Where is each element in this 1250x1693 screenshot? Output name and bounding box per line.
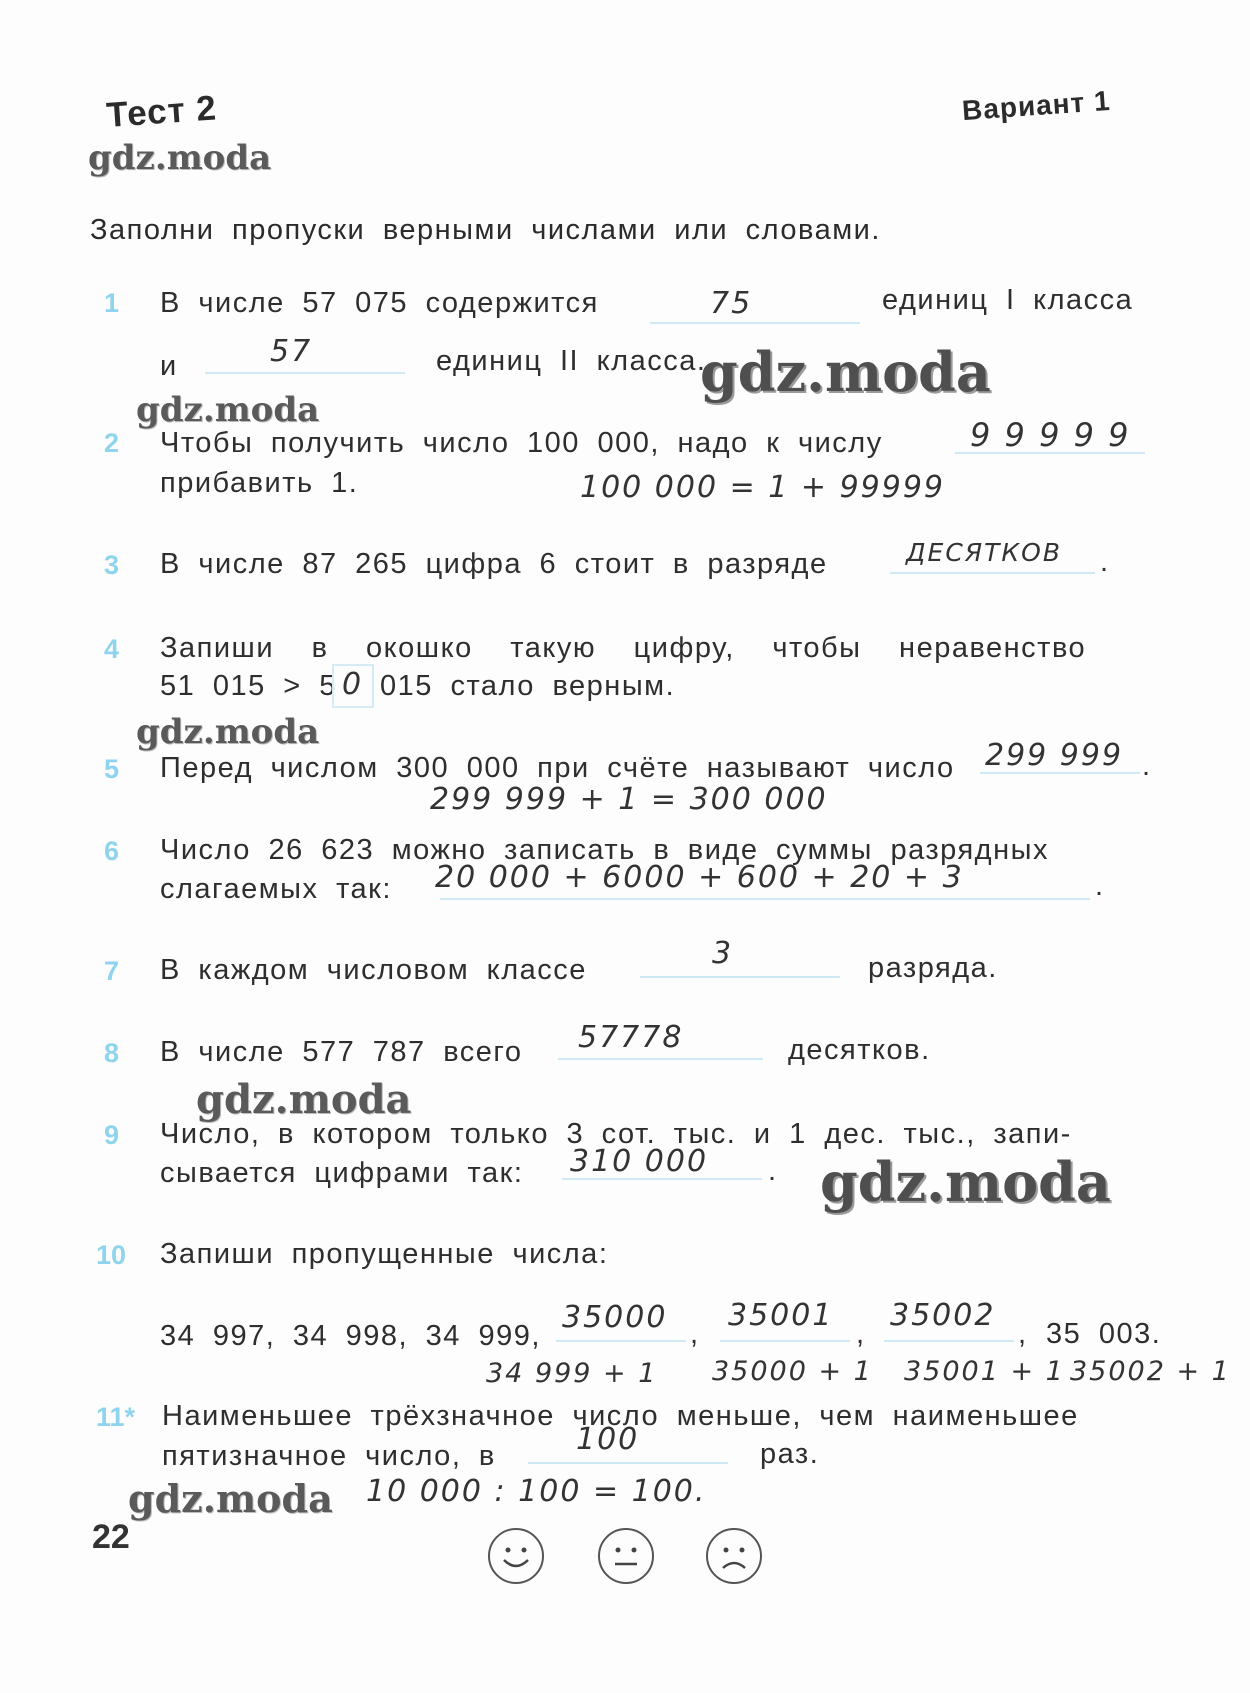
smile-face-icon	[490, 1530, 542, 1582]
task-text: 34 997, 34 998, 34 999,	[160, 1320, 541, 1352]
page-number: 22	[92, 1518, 130, 1556]
task-text: .	[1095, 870, 1105, 902]
neutral-face-icon	[600, 1530, 652, 1582]
task-number: 10	[96, 1240, 127, 1270]
handwritten-note: 34 999 + 1	[486, 1358, 658, 1389]
separator: ,	[690, 1318, 700, 1350]
answer-blank[interactable]	[720, 1340, 850, 1342]
watermark: gdz.moda	[700, 340, 991, 404]
handwritten-answer: 35000	[562, 1300, 668, 1335]
separator: ,	[856, 1318, 866, 1350]
task-text: 015 стало верным.	[380, 670, 676, 702]
task-text: и	[160, 350, 178, 382]
answer-blank[interactable]	[205, 372, 405, 374]
answer-blank[interactable]	[650, 322, 860, 324]
task-text: пятизначное число, в	[162, 1440, 496, 1472]
handwritten-answer: 299 999	[985, 738, 1124, 773]
task-text: .	[768, 1155, 778, 1187]
task-text: Запиши пропущенные числа:	[160, 1238, 609, 1270]
task-number: 8	[104, 1038, 120, 1068]
answer-blank[interactable]	[558, 1058, 763, 1060]
watermark: gdz.moda	[136, 712, 320, 752]
task-text: сывается цифрами так:	[160, 1157, 524, 1189]
smile-face-icon[interactable]	[488, 1528, 544, 1584]
watermark: gdz.moda	[128, 1476, 333, 1521]
page-title: Тест 2	[105, 88, 219, 136]
handwritten-answer: 35001	[728, 1298, 834, 1333]
handwritten-answer: 57	[270, 334, 313, 369]
task-text: слагаемых так:	[160, 873, 392, 905]
handwritten-note: 10 000 : 100 = 100.	[366, 1474, 707, 1509]
task-number: 7	[104, 956, 120, 986]
answer-blank[interactable]	[884, 1340, 1014, 1342]
task-text: разряда.	[868, 952, 998, 984]
task-text: Запиши в окошко такую цифру, чтобы неравенство	[160, 632, 1087, 664]
task-text: 35 003.	[1046, 1318, 1162, 1350]
answer-blank[interactable]	[640, 976, 840, 978]
answer-blank[interactable]	[528, 1462, 728, 1464]
task-text: В числе 87 265 цифра 6 стоит в разряде	[160, 548, 828, 580]
watermark: gdz.moda	[196, 1076, 412, 1123]
answer-blank[interactable]	[556, 1340, 686, 1342]
task-number: 11*	[96, 1402, 136, 1432]
separator: ,	[1018, 1318, 1028, 1350]
answer-blank[interactable]	[440, 898, 1090, 900]
task-number: 4	[104, 634, 120, 664]
instruction-text: Заполни пропуски верными числами или словами.	[90, 214, 881, 246]
task-text: Число 26 623 можно записать в виде суммы разрядных	[160, 834, 1049, 866]
task-text: десятков.	[788, 1034, 931, 1066]
task-text: раз.	[760, 1438, 820, 1470]
handwritten-answer: 35002	[890, 1298, 996, 1333]
task-text: Наименьшее трёхзначное число меньше, чем наименьшее	[162, 1400, 1079, 1432]
handwritten-note: 299 999 + 1 = 300 000	[430, 782, 828, 817]
handwritten-answer: 57778	[578, 1020, 684, 1055]
handwritten-note: 100 000 = 1 + 99999	[580, 470, 945, 505]
watermark: gdz.moda	[88, 138, 272, 178]
handwritten-answer: ДЕСЯТКОВ	[906, 538, 1063, 567]
handwritten-answer: 9 9 9 9 9	[970, 416, 1131, 454]
task-number: 6	[104, 836, 120, 866]
task-text: Перед числом 300 000 при счёте называют число	[160, 752, 955, 784]
task-text: В числе 577 787 всего	[160, 1036, 523, 1068]
task-text: Число, в котором только 3 сот. тыс. и 1 дес. тыс., запи-	[160, 1118, 1072, 1150]
task-number: 5	[104, 754, 120, 784]
task-number: 9	[104, 1120, 120, 1150]
neutral-face-icon[interactable]	[598, 1528, 654, 1584]
sad-face-icon[interactable]	[706, 1528, 762, 1584]
task-number: 2	[104, 428, 120, 458]
task-text: Чтобы получить число 100 000, надо к числу	[160, 427, 883, 459]
handwritten-answer: 310 000	[570, 1144, 709, 1179]
handwritten-answer: 3	[712, 936, 734, 971]
task-number: 1	[104, 288, 120, 318]
task-text: .	[1142, 750, 1152, 782]
handwritten-answer: 75	[710, 286, 753, 321]
task-text: прибавить 1.	[160, 467, 359, 499]
handwritten-note: 35000 + 1	[712, 1356, 873, 1387]
task-number: 3	[104, 550, 120, 580]
handwritten-answer: 0	[342, 667, 364, 702]
task-text: 51 015 > 5	[160, 670, 337, 702]
variant-label: Вариант 1	[961, 84, 1112, 127]
handwritten-note: 35002 + 1	[1070, 1356, 1231, 1387]
handwritten-answer: 20 000 + 6000 + 600 + 20 + 3	[435, 860, 964, 895]
watermark: gdz.moda	[820, 1150, 1111, 1214]
task-text: единиц I класса	[882, 284, 1134, 316]
answer-blank[interactable]	[890, 572, 1095, 574]
task-text: единиц II класса.	[436, 345, 707, 377]
task-text: В каждом числовом классе	[160, 954, 587, 986]
handwritten-note: 35001 + 1	[904, 1356, 1065, 1387]
sad-face-icon	[708, 1530, 760, 1582]
task-text: .	[1100, 546, 1110, 578]
task-text: В числе 57 075 содержится	[160, 287, 599, 319]
handwritten-answer: 100	[576, 1422, 640, 1457]
watermark: gdz.moda	[136, 390, 320, 430]
